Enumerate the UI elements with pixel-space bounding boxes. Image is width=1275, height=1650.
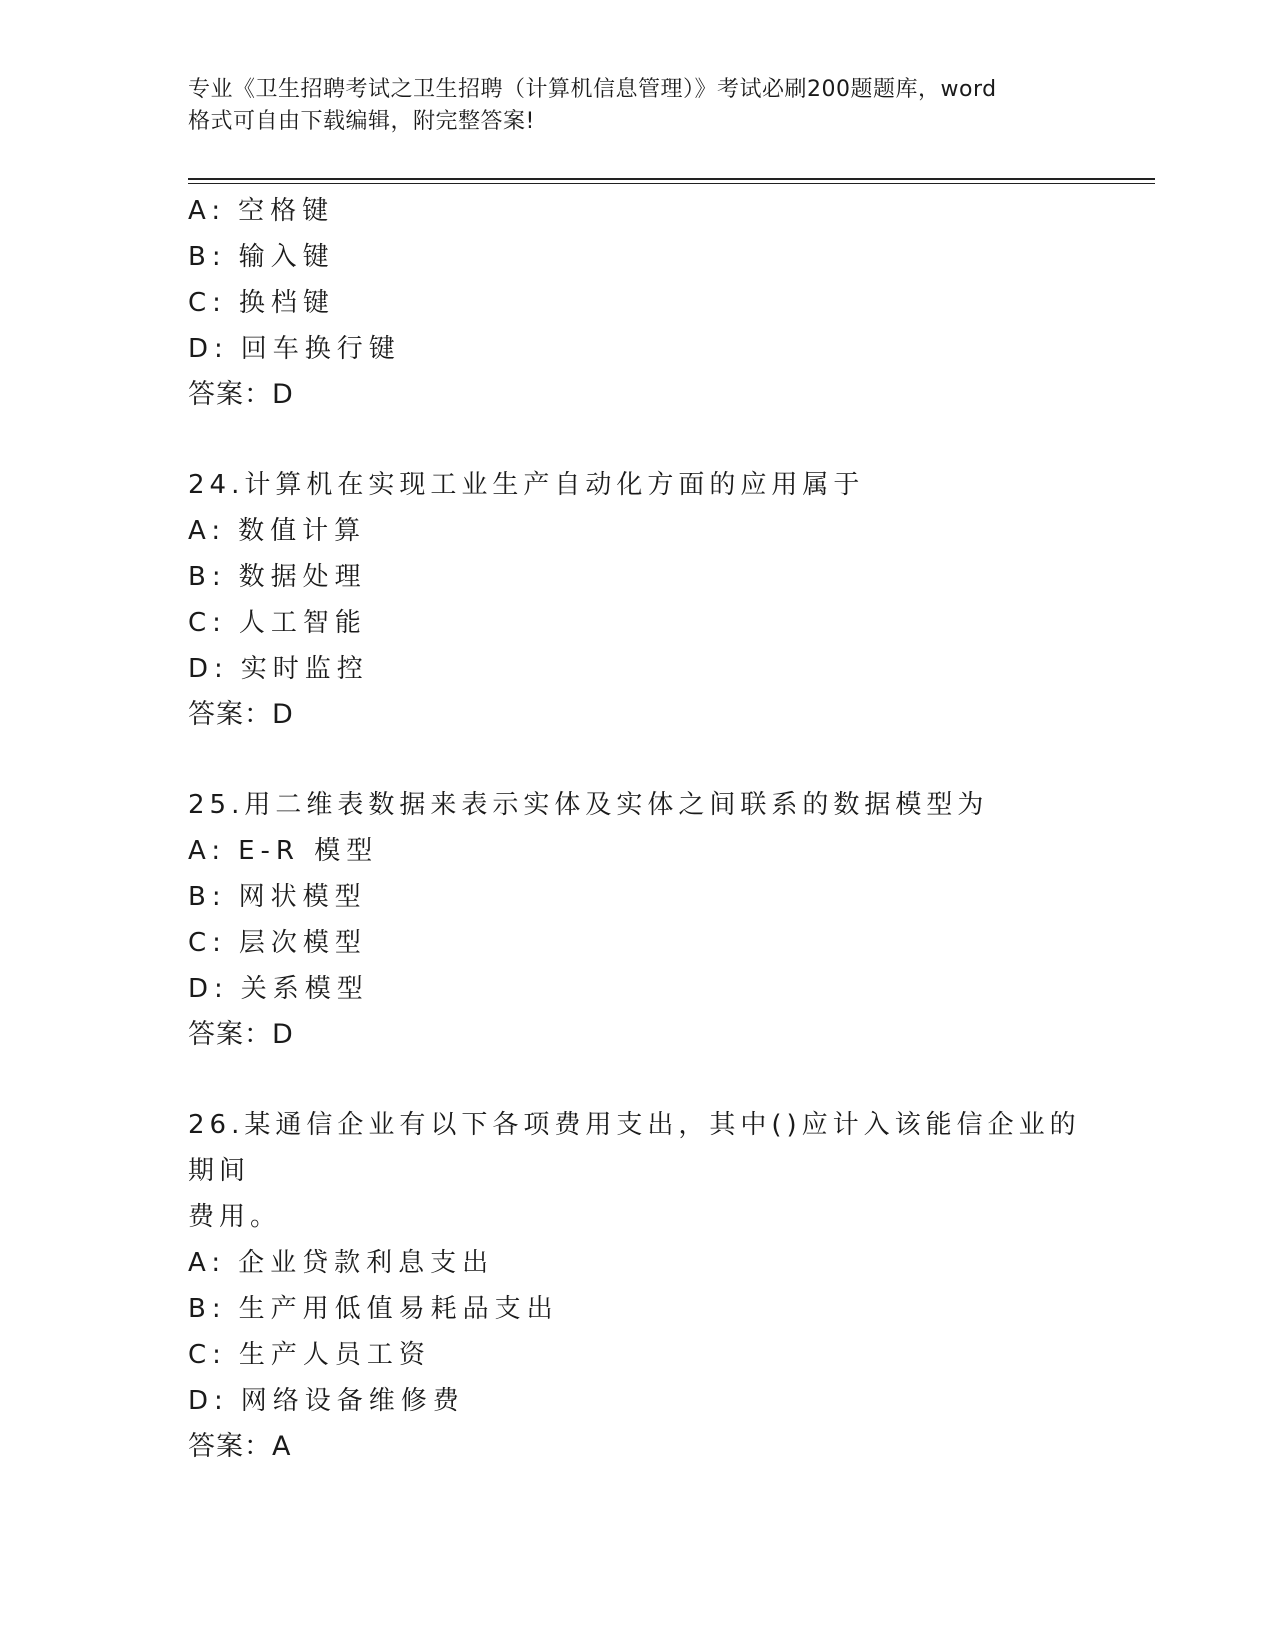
- option-c: [188, 920, 1088, 966]
- option-label: B:: [188, 1294, 227, 1324]
- option-label: A:: [188, 196, 227, 226]
- option-text: 关系模型: [240, 974, 369, 1004]
- option-a: [188, 188, 1088, 234]
- option-text: 空格键: [238, 196, 335, 226]
- option-d: [188, 326, 1088, 372]
- option-label: B:: [188, 562, 227, 592]
- question-block-23: [188, 188, 1088, 418]
- question-block-26: [188, 1102, 1088, 1470]
- option-d: [188, 1378, 1088, 1424]
- question-text: 24.计算机在实现工业生产自动化方面的应用属于: [188, 470, 865, 500]
- header-divider-thin: [188, 183, 1155, 184]
- header-line-2: 格式可自由下载编辑，附完整答案!: [188, 109, 535, 134]
- option-label: C:: [188, 288, 227, 318]
- option-text: 数据处理: [238, 562, 367, 592]
- option-b: [188, 554, 1088, 600]
- option-text: 生产人员工资: [238, 1340, 431, 1370]
- question-text-line-2: 费用。: [188, 1202, 282, 1232]
- answer: 答案：D: [188, 699, 294, 730]
- question-text: 25.用二维表数据来表示实体及实体之间联系的数据模型为: [188, 790, 989, 820]
- option-c: [188, 1332, 1088, 1378]
- option-label: C:: [188, 1340, 227, 1370]
- option-label: A:: [188, 516, 227, 546]
- option-b: [188, 874, 1088, 920]
- option-label: D:: [188, 334, 229, 364]
- option-label: A:: [188, 836, 227, 866]
- option-label: D:: [188, 1386, 229, 1416]
- option-b: [188, 234, 1088, 280]
- header-line-1: 专业《卫生招聘考试之卫生招聘（计算机信息管理）》考试必刷200题题库，word: [188, 77, 997, 102]
- option-label: C:: [188, 608, 227, 638]
- answer: 答案：D: [188, 1019, 294, 1050]
- answer: 答案：A: [188, 1431, 292, 1462]
- answer: 答案：D: [188, 379, 294, 410]
- option-text: 人工智能: [238, 608, 367, 638]
- option-b: [188, 1286, 1088, 1332]
- option-d: [188, 646, 1088, 692]
- spacer: [188, 738, 1088, 782]
- option-label: D:: [188, 974, 229, 1004]
- option-c: [188, 600, 1088, 646]
- option-text: 输入键: [238, 242, 335, 272]
- option-text: 企业贷款利息支出: [238, 1248, 495, 1278]
- option-a: [188, 508, 1088, 554]
- option-text: 网络设备维修费: [240, 1386, 465, 1416]
- option-a: [188, 828, 1088, 874]
- option-text: 数值计算: [238, 516, 367, 546]
- option-text: 回车换行键: [240, 334, 401, 364]
- option-label: B:: [188, 882, 227, 912]
- spacer: [188, 418, 1088, 462]
- option-c: [188, 280, 1088, 326]
- option-text: 网状模型: [238, 882, 367, 912]
- question-text-line-1: 26.某通信企业有以下各项费用支出，其中()应计入该能信企业的期间: [188, 1110, 1081, 1186]
- option-label: C:: [188, 928, 227, 958]
- option-label: D:: [188, 654, 229, 684]
- document-header: [188, 74, 1088, 138]
- option-label: A:: [188, 1248, 227, 1278]
- option-text: 实时监控: [240, 654, 369, 684]
- option-text: E-R 模型: [238, 836, 379, 866]
- option-label: B:: [188, 242, 227, 272]
- option-text: 层次模型: [238, 928, 367, 958]
- option-text: 换档键: [238, 288, 335, 318]
- question-list: [188, 188, 1088, 1470]
- option-d: [188, 966, 1088, 1012]
- option-a: [188, 1240, 1088, 1286]
- header-divider-thick: [188, 178, 1155, 180]
- spacer: [188, 1058, 1088, 1102]
- question-block-25: [188, 782, 1088, 1058]
- option-text: 生产用低值易耗品支出: [238, 1294, 559, 1324]
- question-block-24: [188, 462, 1088, 738]
